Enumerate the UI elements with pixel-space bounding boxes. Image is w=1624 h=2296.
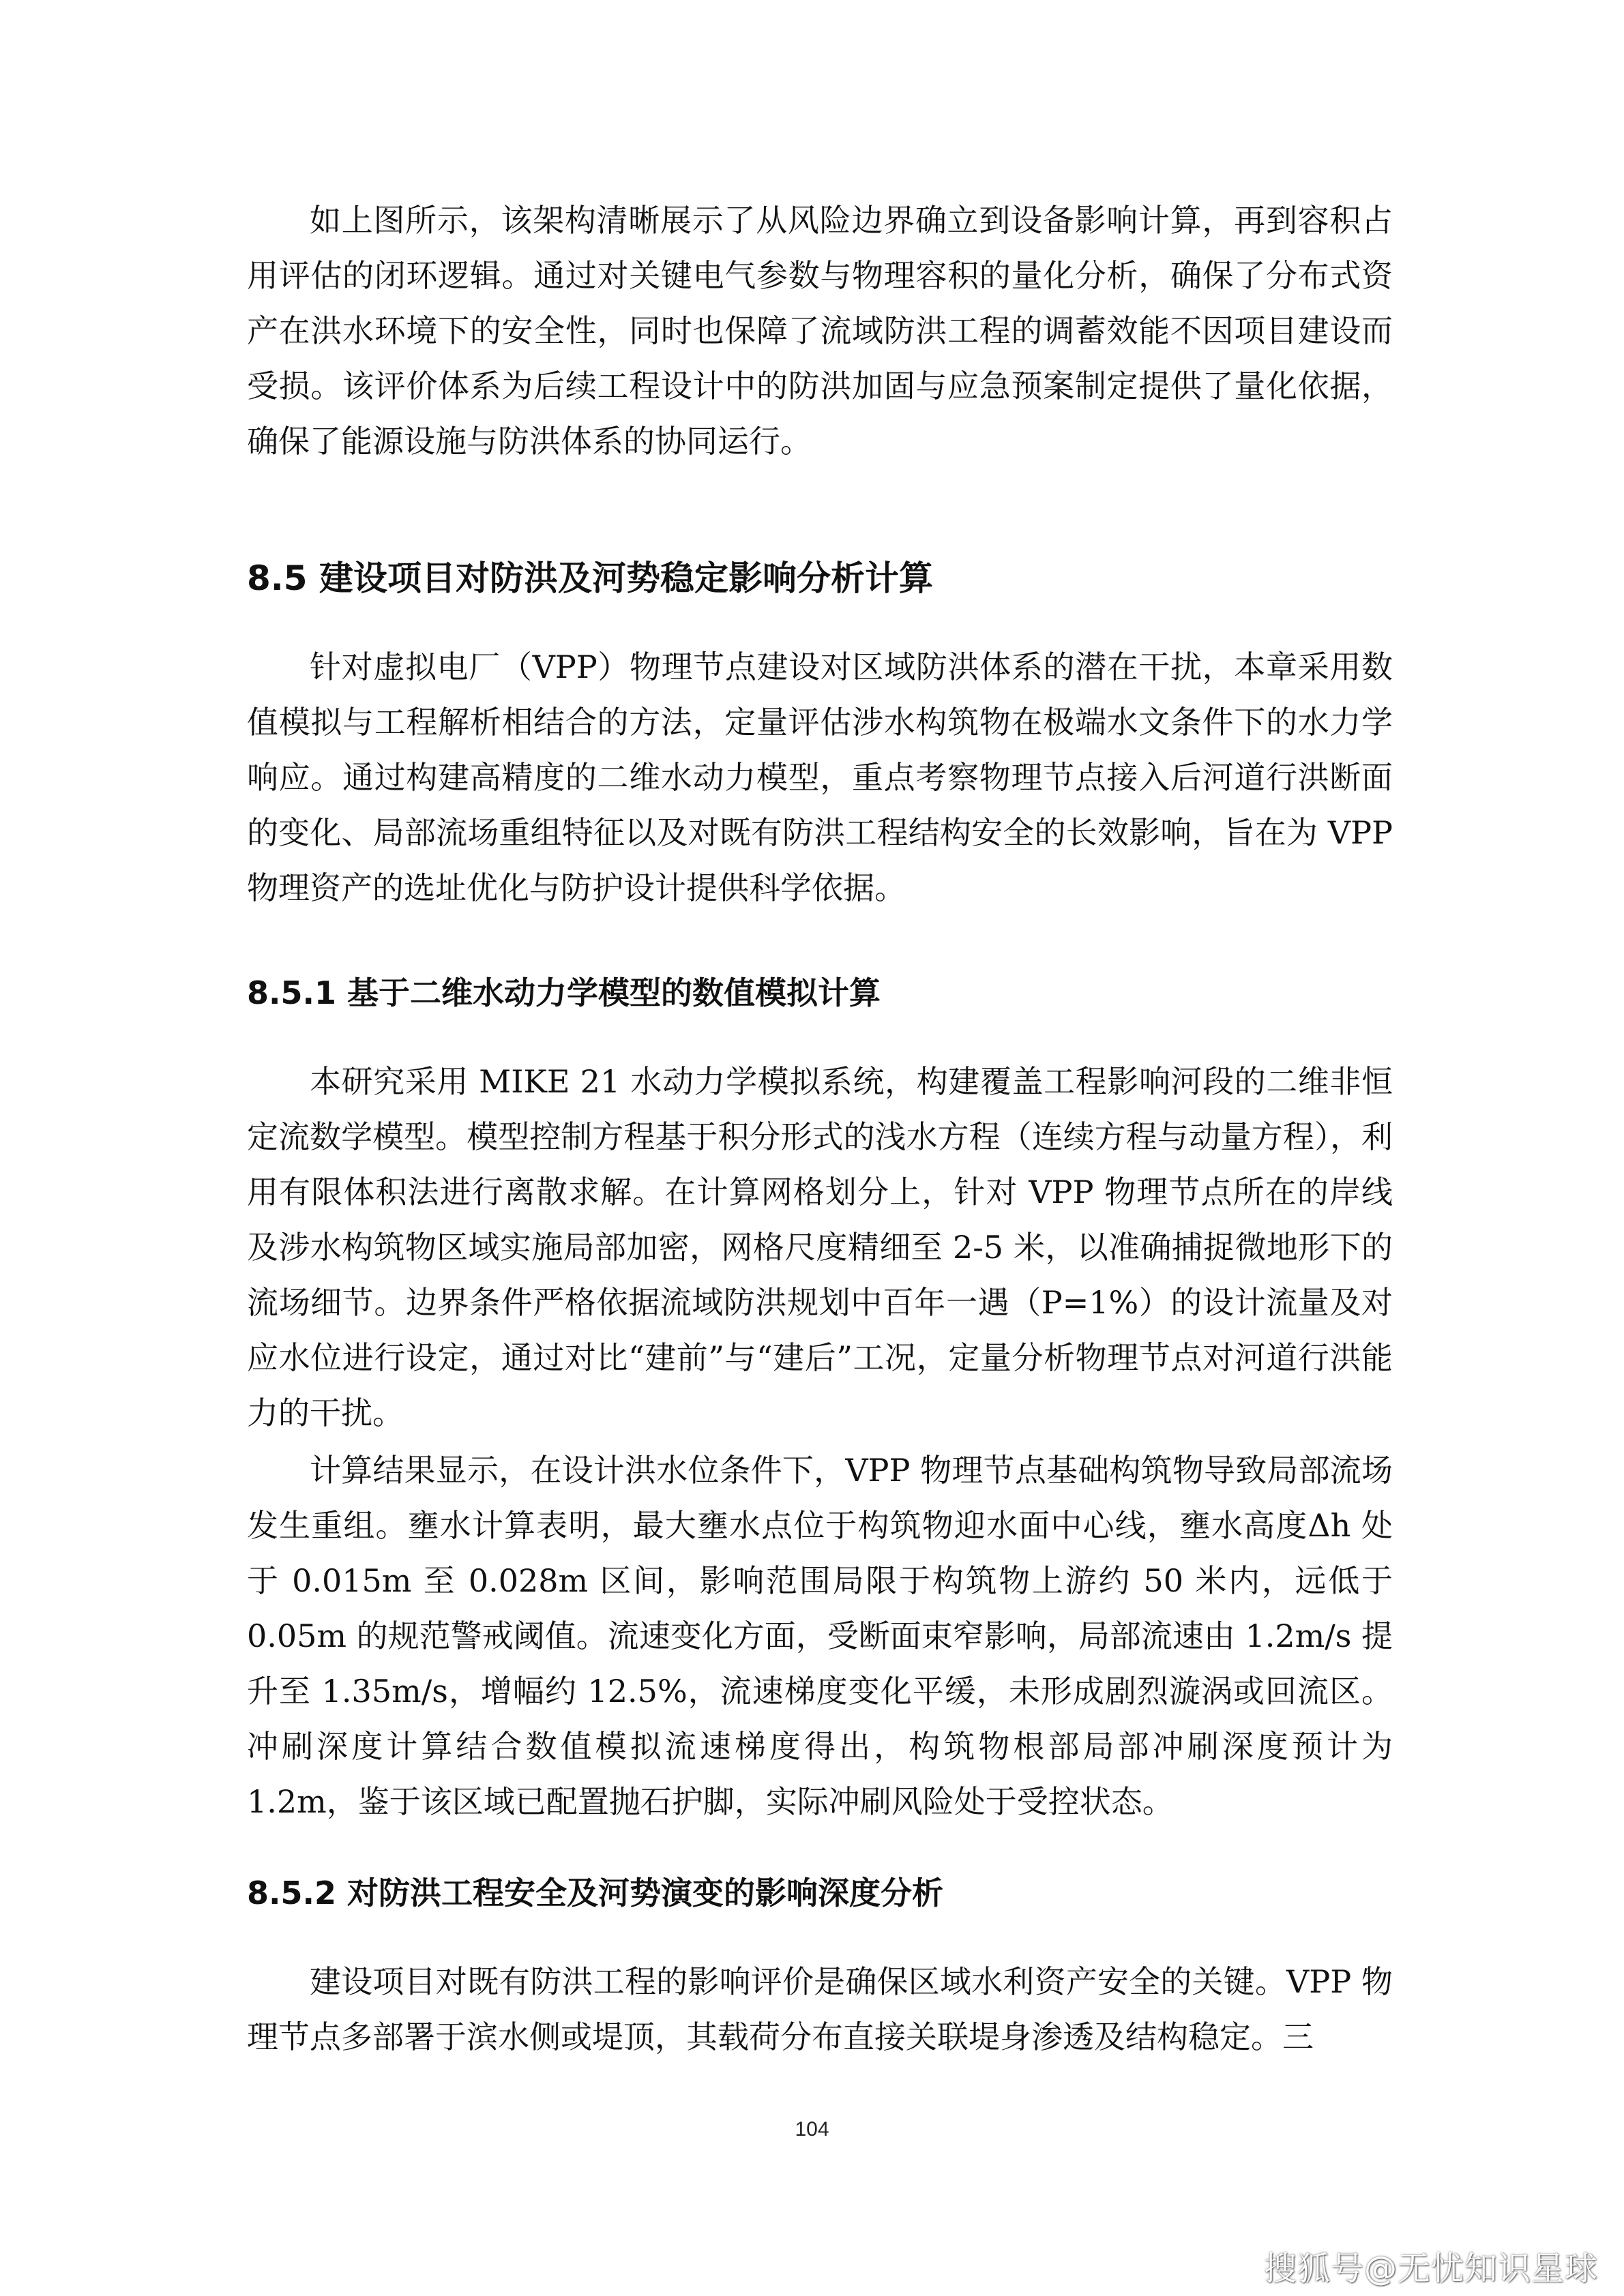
watermark: 搜狐号@无忧知识星球	[1263, 2250, 1598, 2288]
paragraph-impact-eval: 建设项目对既有防洪工程的影响评价是确保区域水利资产安全的关键。VPP 物理节点多部署于滨水侧或堤顶，其载荷分布直接关联堤身渗透及结构稳定。三	[247, 1963, 1393, 2055]
paragraph-model-method: 本研究采用 MIKE 21 水动力学模拟系统，构建覆盖工程影响河段的二维非恒定流数学模型。模型控制方程基于积分形式的浅水方程（连续方程与动量方程），利用有限体积法进行离散求解。在计算网格划分上，针对 VPP 物理节点所在的岸线及涉水构筑物区域实施局部加密，网格尺度精细至 2-5 米，以准确捕捉微地形下的流场细节。边界条件严格依据流域防洪规划中百年一遇（P=1%）的设计流量及对应水位进行设定，通过对比“建前”与“建后”工况，定量分析物理节点对河道行洪能力的干扰。	[247, 1063, 1393, 1431]
subsection-heading-8-5-2: 8.5.2 对防洪工程安全及河势演变的影响深度分析	[247, 1875, 943, 1911]
section-heading-8-5: 8.5 建设项目对防洪及河势稳定影响分析计算	[247, 558, 933, 598]
subsection-heading-8-5-1: 8.5.1 基于二维水动力学模型的数值模拟计算	[247, 974, 881, 1011]
paragraph-intro-summary: 如上图所示，该架构清晰展示了从风险边界确立到设备影响计算，再到容积占用评估的闭环逻辑。通过对关键电气参数与物理容积的量化分析，确保了分布式资产在洪水环境下的安全性，同时也保障了流域防洪工程的调蓄效能不因项目建设而受损。该评价体系为后续工程设计中的防洪加固与应急预案制定提供了量化依据，确保了能源设施与防洪体系的协同运行。	[247, 202, 1393, 460]
page-number: 104	[795, 2118, 829, 2141]
paragraph-calc-results: 计算结果显示，在设计洪水位条件下，VPP 物理节点基础构筑物导致局部流场发生重组。壅水计算表明，最大壅水点位于构筑物迎水面中心线，壅水高度Δh 处于 0.015m 至 0.028m 区间，影响范围局限于构筑物上游约 50 米内，远低于 0.05m 的规范警戒阈值。流速变化方面，受断面束窄影响，局部流速由 1.2m/s 提升至 1.35m/s，增幅约 12.5%，流速梯度变化平缓，未形成剧烈漩涡或回流区。冲刷深度计算结合数值模拟流速梯度得出，构筑物根部局部冲刷深度预计为 1.2m，鉴于该区域已配置抛石护脚，实际冲刷风险处于受控状态。	[247, 1452, 1393, 1820]
paragraph-section-intro: 针对虚拟电厂（VPP）物理节点建设对区域防洪体系的潜在干扰，本章采用数值模拟与工程解析相结合的方法，定量评估涉水构筑物在极端水文条件下的水力学响应。通过构建高精度的二维水动力模型，重点考察物理节点接入后河道行洪断面的变化、局部流场重组特征以及对既有防洪工程结构安全的长效影响，旨在为 VPP 物理资产的选址优化与防护设计提供科学依据。	[247, 648, 1393, 906]
